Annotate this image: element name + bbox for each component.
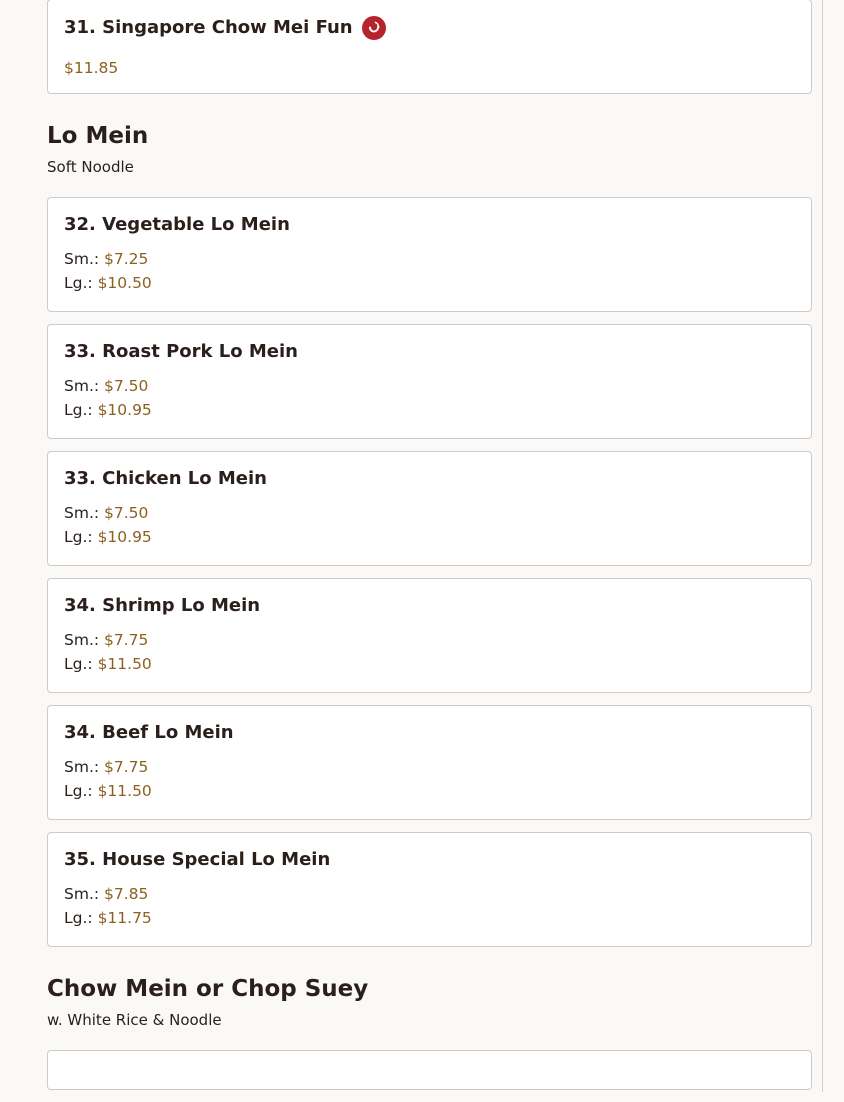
price-value-small: $7.85 bbox=[104, 885, 149, 903]
price-large bbox=[64, 906, 795, 930]
price-large bbox=[64, 271, 795, 295]
price-label-large: Lg.: bbox=[64, 782, 93, 800]
price-label-small: Sm.: bbox=[64, 504, 100, 522]
price-value-small: $7.50 bbox=[104, 504, 149, 522]
section-title: Lo Mein bbox=[47, 123, 149, 149]
price-large bbox=[64, 652, 795, 676]
price-label-large: Lg.: bbox=[64, 274, 93, 292]
price-large bbox=[64, 525, 795, 549]
price-small bbox=[64, 501, 795, 525]
menu-item-name: 33. Chicken Lo Mein bbox=[64, 468, 268, 489]
menu-item-card[interactable] bbox=[47, 1050, 812, 1090]
price-label-small: Sm.: bbox=[64, 758, 100, 776]
price-value-small: $7.25 bbox=[104, 250, 149, 268]
section-title: Chow Mein or Chop Suey bbox=[47, 976, 369, 1002]
scroll-edge-divider bbox=[822, 0, 823, 1092]
menu-item-price bbox=[64, 56, 795, 80]
price-value: $11.85 bbox=[64, 59, 119, 77]
menu-item-card[interactable] bbox=[47, 705, 812, 820]
price-value-small: $7.50 bbox=[104, 377, 149, 395]
price-value-large: $10.95 bbox=[97, 401, 152, 419]
price-small bbox=[64, 755, 795, 779]
price-value-large: $10.95 bbox=[97, 528, 152, 546]
price-value-large: $11.75 bbox=[97, 909, 152, 927]
price-value-small: $7.75 bbox=[104, 631, 149, 649]
price-small bbox=[64, 882, 795, 906]
price-small bbox=[64, 247, 795, 271]
price-small bbox=[64, 628, 795, 652]
menu-item-title bbox=[64, 16, 795, 40]
section-header-lo-mein bbox=[47, 122, 812, 177]
price-label-small: Sm.: bbox=[64, 885, 100, 903]
price-value-large: $10.50 bbox=[97, 274, 152, 292]
price-large bbox=[64, 398, 795, 422]
menu-item-card[interactable] bbox=[47, 197, 812, 312]
menu-content bbox=[47, 0, 812, 1102]
price-value-large: $11.50 bbox=[97, 782, 152, 800]
menu-item-card[interactable] bbox=[47, 451, 812, 566]
price-small bbox=[64, 374, 795, 398]
price-value-large: $11.50 bbox=[97, 655, 152, 673]
price-label-small: Sm.: bbox=[64, 377, 100, 395]
price-label-small: Sm.: bbox=[64, 631, 100, 649]
menu-item-name: 34. Shrimp Lo Mein bbox=[64, 595, 261, 616]
section-subtitle: w. White Rice & Noodle bbox=[47, 1011, 222, 1029]
menu-item-name: 34. Beef Lo Mein bbox=[64, 722, 234, 743]
menu-item-name: 31. Singapore Chow Mei Fun bbox=[64, 17, 353, 38]
menu-item-name: 35. House Special Lo Mein bbox=[64, 849, 331, 870]
menu-item-name: 33. Roast Pork Lo Mein bbox=[64, 341, 298, 362]
menu-item-name: 32. Vegetable Lo Mein bbox=[64, 214, 290, 235]
menu-item-card[interactable] bbox=[47, 0, 812, 94]
section-header-chow-mein bbox=[47, 975, 812, 1030]
price-large bbox=[64, 779, 795, 803]
price-label-small: Sm.: bbox=[64, 250, 100, 268]
menu-item-card[interactable] bbox=[47, 832, 812, 947]
price-label-large: Lg.: bbox=[64, 909, 93, 927]
price-label-large: Lg.: bbox=[64, 401, 93, 419]
menu-item-card[interactable] bbox=[47, 324, 812, 439]
section-subtitle: Soft Noodle bbox=[47, 158, 134, 176]
price-value-small: $7.75 bbox=[104, 758, 149, 776]
spicy-icon bbox=[362, 16, 386, 40]
price-label-large: Lg.: bbox=[64, 528, 93, 546]
price-label-large: Lg.: bbox=[64, 655, 93, 673]
menu-item-card[interactable] bbox=[47, 578, 812, 693]
